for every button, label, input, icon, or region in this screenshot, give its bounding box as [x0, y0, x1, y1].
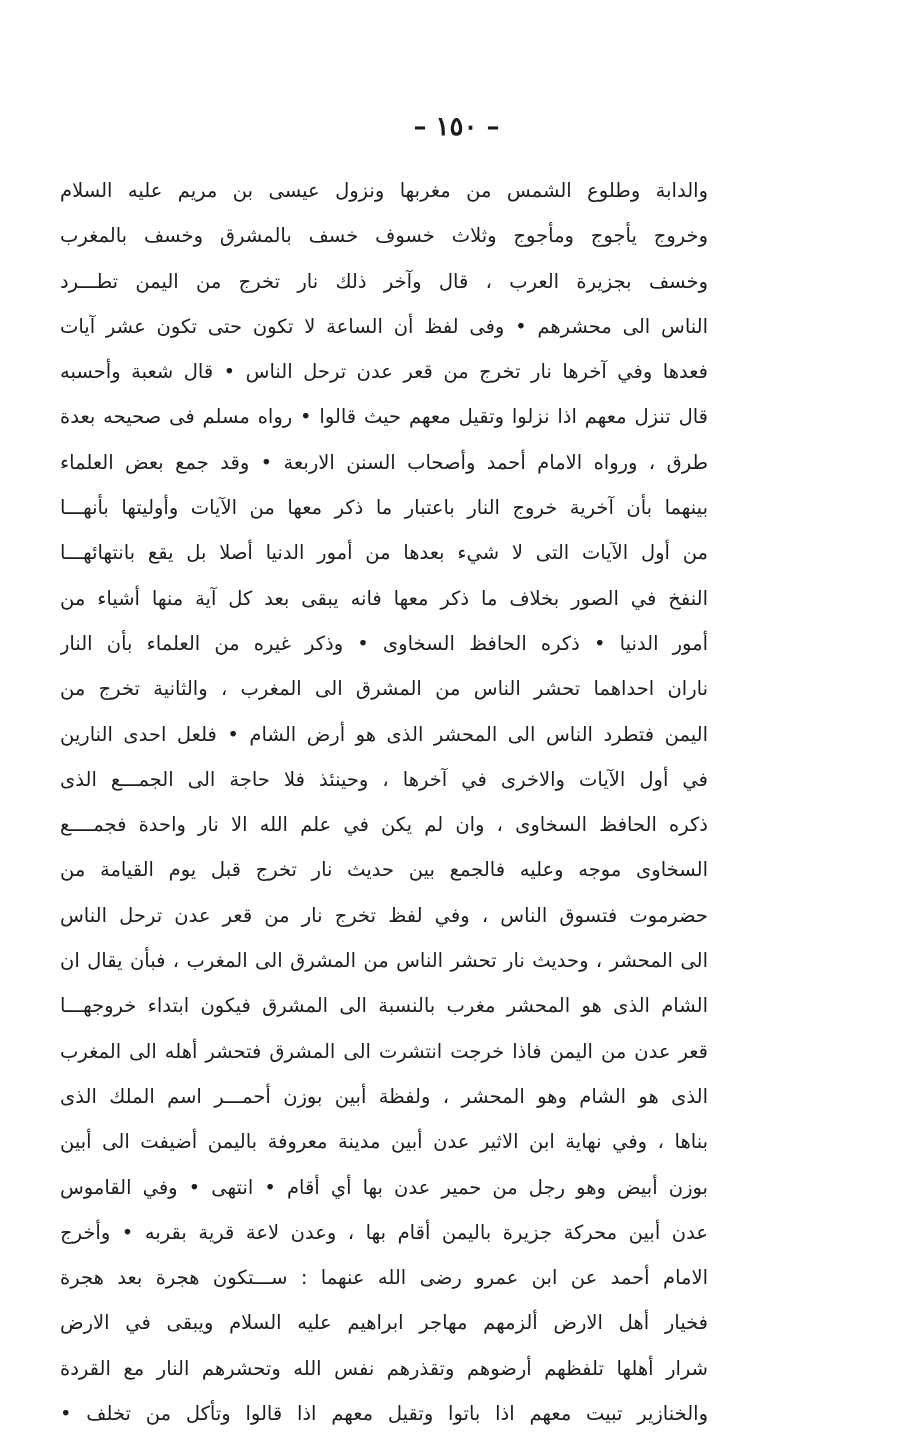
text-line: في أول الآيات والاخرى في آخرها ، وحينئذ فلا حاجة الى الجمـــع الذى: [60, 767, 708, 791]
text-line: اليمن فتطرد الناس الى المحشر الذى هو أرض الشام • فلعل احدى النارين: [60, 722, 708, 746]
text-line: فخيار أهل الارض ألزمهم مهاجر ابراهيم عليه السلام ويبقى في الارض: [60, 1311, 708, 1335]
text-line: ناران احداهما تحشر الناس من المشرق الى المغرب ، والثانية تخرج من: [60, 677, 708, 701]
text-line: قال تنزل معهم اذا نزلوا وتقيل معهم حيث قالوا • رواه مسلم فى صحيحه بعدة: [60, 405, 708, 429]
text-line: شرار أهلها تلفظهم أرضوهم وتقذرهم نفس الله وتحشرهم النار مع القردة: [60, 1356, 708, 1380]
text-line: الناس الى محشرهم • وفى لفظ أن الساعة لا تكون حتى تكون عشر آيات: [60, 314, 708, 338]
text-line: الذى هو الشام وهو المحشر ، ولفظة أبين بوزن أحمـــر اسم الملك الذى: [60, 1084, 708, 1108]
text-line: أمور الدنيا • ذكره الحافظ السخاوى • وذكر غيره من العلماء بأن النار: [60, 631, 708, 655]
text-line: فعدها وفي آخرها نار تخرج من قعر عدن ترحل الناس • قال شعبة وأحسبه: [60, 360, 708, 384]
text-line: السخاوى موجه وعليه فالجمع بين حديث نار تخرج قبل يوم القيامة من: [60, 858, 708, 882]
text-line: وخسف بجزيرة العرب ، قال وآخر ذلك نار تخرج من اليمن تطـــرد: [60, 269, 708, 293]
text-line: الامام أحمد عن ابن عمرو رضى الله عنهما : ســـتكون هجرة بعد هجرة: [60, 1266, 708, 1290]
text-line: قعر عدن من اليمن فاذا خرجت انتشرت الى المشرق فتحشر أهله الى المغرب: [60, 1039, 708, 1063]
text-line: الى المحشر ، وحديث نار تحشر الناس من المشرق الى المغرب ، فبأن يقال ان: [60, 949, 708, 973]
text-line: بينهما بأن آخرية خروج النار باعتبار ما ذكر معها من الآيات وأوليتها بأنهـــا: [60, 496, 708, 520]
text-line: الشام الذى هو المحشر مغرب بالنسبة الى المشرق فيكون ابتداء خروجهـــا: [60, 994, 708, 1018]
text-line: عدن أبين محركة جزيرة باليمن أقام بها ، وعدن لاعة قرية بقربه • وأخرج: [60, 1220, 708, 1244]
body-text: [60, 168, 708, 1436]
text-line: ذكره الحافظ السخاوى ، وان لم يكن في علم الله الا نار واحدة فجمــــع: [60, 813, 708, 837]
text-line: طرق ، ورواه الامام أحمد وأصحاب السنن الاربعة • وقد جمع بعض العلماء: [60, 450, 708, 474]
text-line: من أول الآيات التى لا شيء بعدها من أمور الدنيا أصلا بل يقع بانتهائهـــا: [60, 541, 708, 565]
page-number: – ١٥٠ –: [413, 112, 500, 142]
text-line: وخروج يأجوج ومأجوج وثلاث خسوف خسف بالمشرق وخسف بالمغرب: [60, 224, 708, 248]
text-line: بوزن أبيض وهو رجل من حمير عدن بها أي أقام • انتهى • وفي القاموس: [60, 1175, 708, 1199]
text-line: والدابة وطلوع الشمس من مغربها ونزول عيسى بن مريم عليه السلام: [60, 179, 708, 202]
text-line: والخنازير تبيت معهم اذا باتوا وتقيل معهم اذا قالوا وتأكل من تخلف •: [60, 1402, 708, 1426]
text-line: حضرموت فتسوق الناس ، وفي لفظ تخرج نار من قعر عدن ترحل الناس: [60, 903, 708, 927]
text-line: النفخ في الصور بخلاف ما ذكر معها فانه يبقى بعد كل آية منها أشياء من: [60, 586, 708, 610]
text-line: بناها ، وفي نهاية ابن الاثير عدن أبين مدينة معروفة باليمن أضيفت الى أبين: [60, 1130, 708, 1154]
